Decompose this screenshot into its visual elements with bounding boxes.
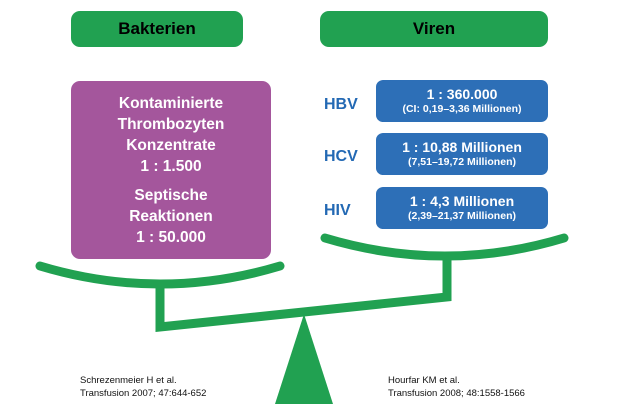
reference-left-line1: Schrezenmeier H et al. [80,375,177,386]
bacteria-text-line3: Konzentrate [126,136,216,154]
virus-ci-hbv: (CI: 0,19–3,36 Millionen) [402,103,522,115]
reference-right-line1: Hourfar KM et al. [388,375,460,386]
bacteria-ratio-contaminated: 1 : 1.500 [140,157,202,175]
virus-label-hbv: HBV [324,96,358,113]
bacteria-text-line1: Kontaminierte [118,94,224,112]
virus-value-hiv: 1 : 4,3 Millionen [409,193,515,209]
right-scale-pan [325,238,564,256]
virus-box-hcv [376,133,548,175]
virus-ci-hiv: (2,39–21,37 Millionen) [408,210,516,222]
virus-label-hcv: HCV [324,148,358,165]
reference-left-line2: Transfusion 2007; 47:644-652 [80,388,207,399]
virus-box-hiv [376,187,548,229]
virus-label-hiv: HIV [324,202,351,219]
reference-left [80,374,206,400]
bacteria-text-line5: Reaktionen [129,207,213,225]
reference-right [388,374,525,400]
bacteria-text-line4: Septische [134,186,208,204]
bacteria-ratio-septic: 1 : 50.000 [136,228,206,246]
virus-ci-hcv: (7,51–19,72 Millionen) [408,156,516,168]
scale-fulcrum [275,314,333,404]
reference-right-line2: Transfusion 2008; 48:1558-1566 [388,388,525,399]
bacteria-header: Bakterien [71,11,243,47]
virus-value-hcv: 1 : 10,88 Millionen [402,139,522,155]
virus-box-hbv [376,80,548,122]
viruses-header: Viren [320,11,548,47]
bacteria-box [71,81,271,259]
bacteria-text-line2: Thrombozyten [117,115,225,133]
left-scale-pan [40,266,280,284]
virus-value-hbv: 1 : 360.000 [426,86,498,102]
